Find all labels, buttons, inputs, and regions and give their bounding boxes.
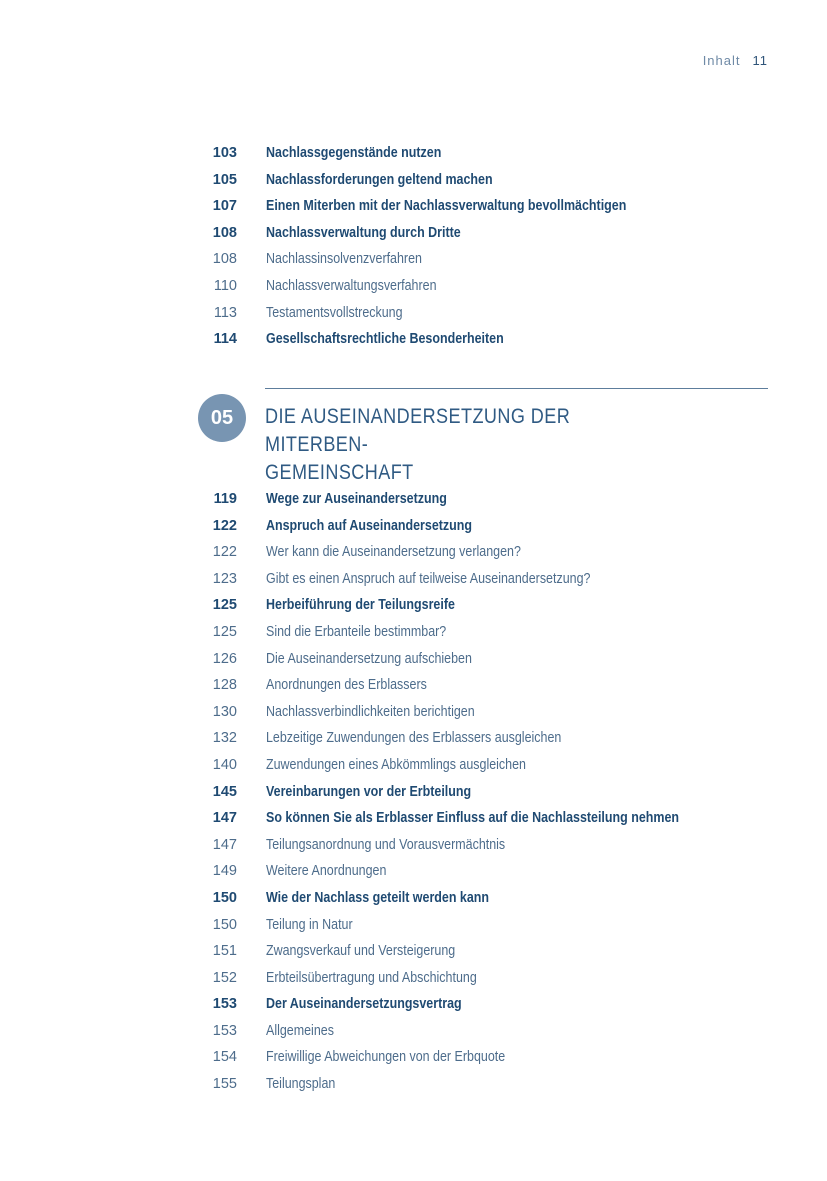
toc-entry-sub[interactable] [0, 1047, 827, 1074]
chapter-divider [265, 388, 768, 389]
toc-page-number: 125 [212, 623, 237, 640]
toc-entry-title: Nachlassinsolvenzverfahren [266, 251, 422, 268]
toc-entry-main[interactable] [0, 329, 827, 356]
toc-page-number: 140 [212, 756, 237, 773]
running-head [703, 53, 768, 68]
toc-page-number: 152 [212, 969, 237, 986]
toc-entry-sub[interactable] [0, 303, 827, 330]
toc-page-number: 153 [212, 996, 237, 1013]
toc-entry-sub[interactable] [0, 276, 827, 303]
toc-entry-main[interactable] [0, 595, 827, 622]
toc-entry-title: Nachlassverbindlichkeiten berichtigen [266, 703, 475, 720]
toc-entry-main[interactable] [0, 170, 827, 197]
toc-entry-sub[interactable] [0, 702, 827, 729]
toc-page-number: 110 [213, 277, 237, 294]
toc-entry-main[interactable] [0, 782, 827, 809]
toc-entry-main[interactable] [0, 516, 827, 543]
toc-entry-title: Gesellschaftsrechtliche Besonderheiten [266, 331, 504, 348]
toc-entry-main[interactable] [0, 143, 827, 170]
toc-entry-sub[interactable] [0, 622, 827, 649]
toc-entry-title: Wie der Nachlass geteilt werden kann [266, 889, 490, 906]
toc-page-number: 114 [213, 331, 237, 348]
toc-page-number: 145 [212, 783, 237, 800]
toc-entry-title: Nachlassgegenstände nutzen [266, 145, 442, 161]
toc-page-number: 155 [212, 1076, 237, 1093]
toc-entry-title: Gibt es einen Anspruch auf teilweise Auseinandersetzung? [266, 570, 591, 587]
toc-page-number: 108 [212, 224, 237, 241]
toc-page-number: 108 [212, 251, 237, 268]
toc-list-chapter-05 [0, 489, 827, 1101]
toc-entry-title: Teilungsplan [266, 1076, 336, 1093]
toc-entry-sub[interactable] [0, 968, 827, 995]
chapter-title-line-2: GEMEINSCHAFT [265, 461, 414, 484]
toc-entry-title: Zuwendungen eines Abkömmlings ausgleichen [266, 756, 526, 773]
chapter-number-badge: 05 [198, 394, 246, 442]
toc-page-number: 122 [212, 517, 237, 534]
toc-page-number: 103 [212, 145, 237, 161]
toc-entry-main[interactable] [0, 808, 827, 835]
toc-entry-title: Nachlassforderungen geltend machen [266, 171, 493, 188]
toc-entry-title: Wege zur Auseinandersetzung [266, 491, 447, 507]
toc-entry-sub[interactable] [0, 861, 827, 888]
toc-entry-main[interactable] [0, 223, 827, 250]
toc-entry-sub[interactable] [0, 941, 827, 968]
toc-list-before-chapter [0, 143, 827, 356]
toc-entry-title: Anordnungen des Erblassers [266, 677, 427, 694]
toc-entry-title: Der Auseinandersetzungsvertrag [266, 996, 462, 1013]
toc-page-number: 119 [213, 491, 237, 507]
toc-entry-title: Lebzeitige Zuwendungen des Erblassers ausgleichen [266, 730, 562, 747]
toc-entry-sub[interactable] [0, 542, 827, 569]
toc-entry-main[interactable] [0, 489, 827, 516]
toc-page-number: 147 [212, 836, 237, 853]
toc-entry-title: Einen Miterben mit der Nachlassverwaltung bevollmächtigen [266, 198, 627, 215]
chapter-title [265, 403, 678, 487]
toc-entry-sub[interactable] [0, 728, 827, 755]
toc-page-number: 132 [212, 730, 237, 747]
toc-page-number: 123 [212, 570, 237, 587]
toc-page-number: 105 [212, 171, 237, 188]
toc-page-number: 150 [212, 916, 237, 933]
toc-page-number: 150 [212, 889, 237, 906]
chapter-title-line-1: DIE AUSEINANDERSETZUNG DER MITERBEN- [265, 405, 571, 456]
toc-entry-title: Weitere Anordnungen [266, 863, 387, 880]
toc-entry-main[interactable] [0, 994, 827, 1021]
page-number: 11 [752, 53, 768, 68]
toc-entry-sub[interactable] [0, 915, 827, 942]
toc-entry-sub[interactable] [0, 569, 827, 596]
toc-entry-title: Sind die Erbanteile bestimmbar? [266, 623, 447, 640]
toc-entry-title: Wer kann die Auseinandersetzung verlangen? [266, 544, 521, 561]
toc-entry-sub[interactable] [0, 1074, 827, 1101]
toc-entry-title: Allgemeines [266, 1022, 334, 1039]
toc-entry-title: Erbteilsübertragung und Abschichtung [266, 969, 477, 986]
toc-page-number: 113 [213, 304, 237, 321]
toc-page-number: 153 [212, 1022, 237, 1039]
toc-page-number: 122 [212, 544, 237, 561]
toc-entry-title: Anspruch auf Auseinandersetzung [266, 517, 473, 534]
toc-entry-main[interactable] [0, 888, 827, 915]
toc-page-number: 154 [212, 1049, 237, 1066]
toc-entry-title: Nachlassverwaltung durch Dritte [266, 224, 461, 241]
toc-page-number: 149 [212, 863, 237, 880]
toc-entry-main[interactable] [0, 196, 827, 223]
toc-page-number: 130 [212, 703, 237, 720]
toc-entry-title: Teilungsanordnung und Vorausvermächtnis [266, 836, 506, 853]
toc-page-number: 147 [212, 810, 237, 827]
toc-entry-sub[interactable] [0, 649, 827, 676]
toc-entry-title: Freiwillige Abweichungen von der Erbquote [266, 1049, 506, 1066]
toc-entry-title: Vereinbarungen vor der Erbteilung [266, 783, 472, 800]
toc-entry-title: Die Auseinandersetzung aufschieben [266, 650, 472, 667]
section-label: Inhalt [702, 53, 741, 68]
toc-entry-sub[interactable] [0, 1021, 827, 1048]
toc-entry-title: Nachlassverwaltungsverfahren [266, 277, 437, 294]
toc-entry-sub[interactable] [0, 675, 827, 702]
toc-page-number: 126 [212, 650, 237, 667]
toc-page-number: 151 [212, 943, 237, 960]
toc-page-number: 107 [212, 198, 237, 215]
toc-entry-title: So können Sie als Erblasser Einfluss auf die Nachlassteilung nehmen [266, 810, 680, 827]
toc-entry-title: Zwangsverkauf und Versteigerung [266, 943, 456, 960]
toc-entry-title: Testamentsvollstreckung [266, 304, 403, 321]
toc-entry-title: Teilung in Natur [266, 916, 353, 933]
toc-entry-title: Herbeiführung der Teilungsreife [266, 597, 455, 614]
toc-page-number: 128 [212, 677, 237, 694]
toc-entry-sub[interactable] [0, 249, 827, 276]
toc-entry-sub[interactable] [0, 835, 827, 862]
toc-entry-sub[interactable] [0, 755, 827, 782]
toc-page-number: 125 [212, 597, 237, 614]
